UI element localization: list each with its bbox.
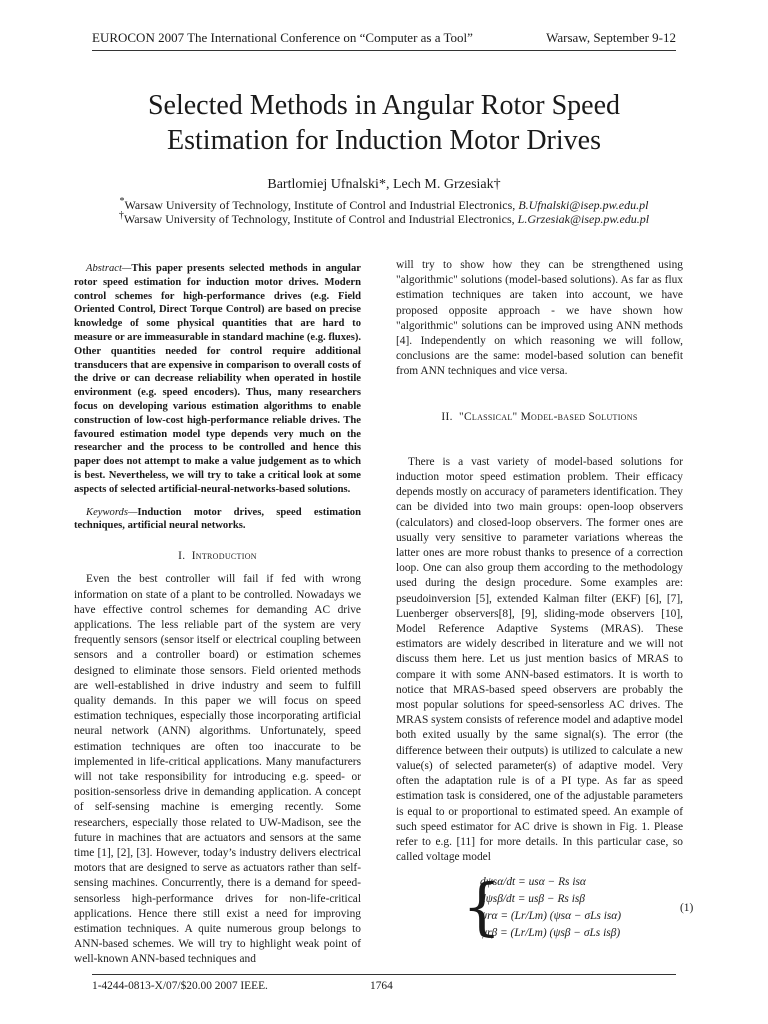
section-heading-model-based: II. "Classical" Model-based Solutions bbox=[441, 410, 638, 423]
title-line-2: Estimation for Induction Motor Drives bbox=[167, 125, 601, 156]
conference-name: EUROCON 2007 The International Conference on “Computer as a Tool” bbox=[92, 30, 473, 45]
conference-date: Warsaw, September 9-12 bbox=[546, 30, 676, 45]
keywords-label: Keywords— bbox=[86, 506, 138, 518]
introduction-text: Even the best controller will fail if fed with wrong information on state of a plant to be controlled. Nowadays we have effective control schemes for demanding AC drive applications. The less reliable part of the system are very frequently sensors (sensor itself or electrical coupling between sensors and a controller board) or estimation schemes designed to eliminate those sensors. Field oriented methods are well-established in drive industry and seem to fulfill quality demands. In this paper we will focus on speed estimation techniques, especially those incorporating artificial neural network (ANN) algorithms. Unfortunately, speed estimation techniques are often too inaccurate to be implemented in life-critical applications. Many manufacturers will not take responsibility for introducing e.g. speed- or position-sensorless drive in demanding application. A concept of self-sensing machine is emerging recently. Some researchers, especially those related to UW-Madison, see the future in machines that are actuators and sensors at the same time [1], [2], [3]. However, today’s industry delivers electrical motors that are designed to serve as actuators rather than self-sensing machines. Concurrently, there is a demand for speed-sensorless high-performance drives for non-life-critical applications. Hence there still exist a need for improving estimation techniques. A quite numerous group belongs to ANN-based schemes. We will try to highlight weak point of well-known ANN-based techniques and bbox=[74, 573, 361, 966]
abstract bbox=[74, 262, 361, 497]
equation-line: dψsβ/dt = usβ − Rs isβ bbox=[480, 893, 585, 905]
equation-1 bbox=[462, 872, 702, 944]
right-column bbox=[396, 258, 683, 865]
title-line-1: Selected Methods in Angular Rotor Speed bbox=[147, 90, 621, 121]
abstract-text: This paper presents selected methods in angular rotor speed estimation for induction motor drives. Modern control schemes for high-performance drives (e.g. Field Oriented Control, Direct Torque Control) are based on precise knowledge of some physical quantities that are hard to measure or are immeasurable in standard machine (e.g. fluxes). Other quantities needed for control require additional transducers that are expensive in comparison to overall costs of the drive or can decrease reliability when operated in hostile environment (e.g. speed encoders). Thus, many researchers focus on developing various estimation algorithms to enable construction of low-cost high-performance reliable drives. The favoured estimation model type depends very much on the researcher and the process to be controlled and hence this paper does not attempt to make a value judgement as to which is best. Nevertheless, we will try to take a critical look at some aspects of selected artificial-neural-networks-based solutions. bbox=[74, 263, 361, 495]
page-number: 1764 bbox=[370, 980, 393, 992]
intro-continuation: will try to show how they can be strengthened using "algorithmic" solutions (model-based solutions). As far as flux estimation techniques are taken into account, we have proposed opposite approach - we have shown how "algorithmic" solutions can be improved using ANN methods [4]. Independently on which reasoning we will follow, conclusions are the same: model-based solution can benefit from ANN techniques and vice versa. bbox=[396, 259, 683, 378]
equation-brace: { bbox=[462, 870, 502, 943]
equation-line: dψsα/dt = usα − Rs isα bbox=[480, 876, 586, 888]
author-email-2[interactable]: L.Grzesiak@isep.pw.edu.pl bbox=[517, 212, 650, 226]
equation-number: (1) bbox=[680, 902, 694, 914]
running-header bbox=[92, 30, 676, 46]
model-based-text: There is a vast variety of model-based solutions for induction motor speed estimation problem. Their efficacy depends mostly on accuracy of parameters identification. They can be divided into two main groups: open-loop observers (calculators) and closed-loop observers. The former ones are usually very sensitive to parameter variations whereas the latter ones are more robust thanks to presence of a correction loop. One can also group them according to the methodology used during the design procedure. Some examples are: pseudoinversion [5], extended Kalman filter (EKF) [6], [7], Luenberger observers[8], [9], sliding-mode observers [10], Model Reference Adaptive Systems (MRAS). These estimators are widely described in literature and we will not discuss them here. Let us just mention basics of MRAS to compare it with some ANN-based estimators. It is worth to notice that MRAS-based speed observers are probably the most popular solutions for speed-sensorless AC drives. The MRAS system consists of reference model and adaptive model both exited usually by the same signal(s). The error (the difference between their outputs) is utilized to calculate a new value(s) of selected parameter(s) of adaptive model. Very often the adaptation rule is of a PI type. As far as speed estimation task is considered, one of the adjustable parameters is equal to or proportional to estimated speed. An example of such speed estimator for AC drive is shown in Fig. 1. Please refer to e.g. [11] for more details. In this particular case, so called voltage model bbox=[396, 455, 683, 864]
authors: Bartlomiej Ufnalski*, Lech M. Grzesiak† bbox=[267, 177, 501, 192]
affiliation-2: †Warsaw University of Technology, Institute of Control and Industrial Electronics, L.Grzesiak@isep.pw.edu.pl bbox=[118, 210, 650, 226]
footer-divider bbox=[92, 974, 676, 975]
copyright-line: 1-4244-0813-X/07/$20.00 2007 IEEE. bbox=[92, 980, 268, 992]
author-email-1[interactable]: B.Ufnalski@isep.pw.edu.pl bbox=[518, 198, 649, 212]
abstract-label: Abstract— bbox=[86, 263, 132, 274]
affiliation-1: *Warsaw University of Technology, Institute of Control and Industrial Electronics, B.Ufnalski@isep.pw.edu.pl bbox=[119, 196, 649, 212]
keywords bbox=[74, 506, 361, 534]
equation-line: ψrβ = (Lr/Lm) (ψsβ − σLs isβ) bbox=[480, 927, 621, 939]
paper-title bbox=[60, 88, 708, 158]
keywords-text: Induction motor drives, speed estimation techniques, artificial neural networks. bbox=[74, 506, 361, 532]
left-column bbox=[74, 262, 361, 968]
footer bbox=[92, 980, 393, 992]
equation-line: ψrα = (Lr/Lm) (ψsα − σLs isα) bbox=[480, 910, 622, 922]
header-divider bbox=[92, 50, 676, 51]
section-heading-introduction: I. Introduction bbox=[178, 550, 257, 563]
equation-lines bbox=[480, 874, 621, 942]
